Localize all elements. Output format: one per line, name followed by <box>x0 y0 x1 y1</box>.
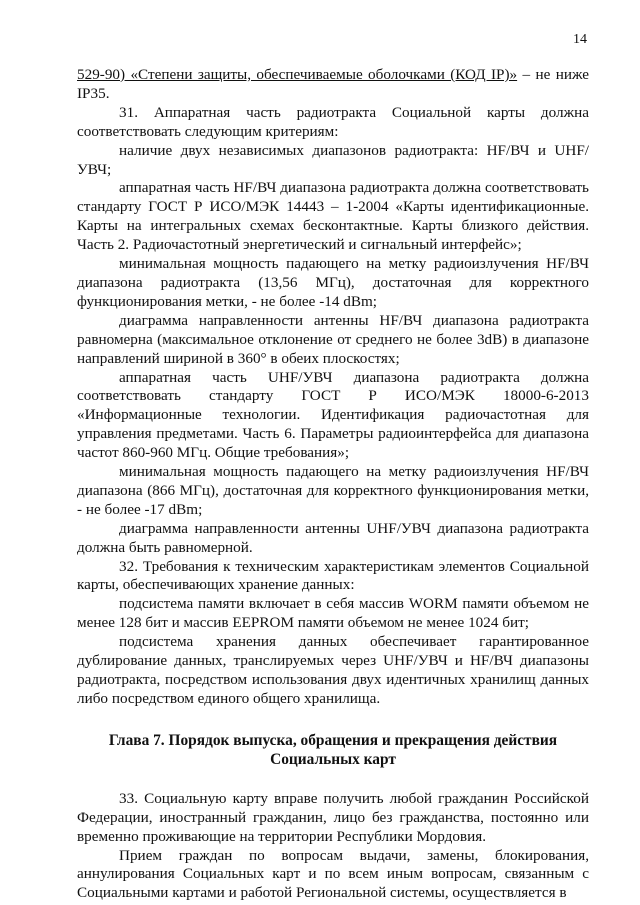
ip-rating-text: – не ниже IP35. <box>77 66 589 102</box>
clause-31-item: диаграмма направленности антенны UHF/УВЧ диапазона радиотракта должна быть равномерной. <box>77 519 589 556</box>
clause-32-item: подсистема хранения данных обеспечивает гарантированное дублирование данных, транслируемых через UHF/УВЧ и HF/ВЧ диапазоны радиотракта, посредством использования двух идентичных хранилищ данных либо посредством единого общего хранилища. <box>77 633 589 707</box>
clause-31-item: наличие двух независимых диапазонов радиотракта: HF/ВЧ и UHF/УВЧ; <box>77 141 589 178</box>
page-number: 14 <box>573 32 587 47</box>
clause-31-item: минимальная мощность падающего на метку радиоизлучения HF/ВЧ диапазона радиотракта (13,56 МГц), достаточная для корректного функционирования метки, - не более -14 dBm; <box>77 255 589 310</box>
clause-32-intro: 32. Требования к техническим характеристикам элементов Социальной карты, обеспечивающих хранение данных: <box>77 557 589 594</box>
chapter-heading: Глава 7. Порядок выпуска, обращения и прекращения действия Социальных карт <box>108 731 558 768</box>
clause-33-continuation: Прием граждан по вопросам выдачи, замены, блокирования, аннулирования Социальных карт и по всем иным вопросам, связанным с Социальными картами и работой Региональной системы, осуществляется в <box>77 846 589 902</box>
clause-33: 33. Социальную карту вправе получить любой гражданин Российской Федерации, иностранный гражданин, лицо без гражданства, постоянно или временно проживающие на территории Республики Мордовия. <box>77 789 589 845</box>
clause-31-intro: 31. Аппаратная часть радиотракта Социальной карты должна соответствовать следующим критериям: <box>77 103 589 140</box>
gost-reference-link: 529-90) «Степени защиты, обеспечиваемые оболочками (КОД IP)» <box>77 66 518 83</box>
clause-31-item: диаграмма направленности антенны HF/ВЧ диапазона радиотракта равномерна (максимальное отклонение от среднего не более 3dB) в диапазоне направлений шириной в 360° в обеих плоскостях; <box>77 311 589 367</box>
clause-31-item: минимальная мощность падающего на метку радиоизлучения HF/ВЧ диапазона (866 МГц), достаточная для корректного функционирования метки, - не более -17 dBm; <box>77 463 589 518</box>
document-body <box>77 66 589 903</box>
clause-31-item: аппаратная часть UHF/УВЧ диапазона радиотракта должна соответствовать стандарту ГОСТ Р ИСО/МЭК 18000-6-2013 «Информационные технологии. Идентификация радиочастотная для управления предметами. Часть 6. Параметры радиоинтерфейса для диапазона частот 860-960 МГц. Общие требования»; <box>77 368 589 462</box>
clause-32-item: подсистема памяти включает в себя массив WORM памяти объемом не менее 128 бит и массив EEPROM памяти объемом не менее 1024 бит; <box>77 595 589 632</box>
clause-31-item: аппаратная часть HF/ВЧ диапазона радиотракта должна соответствовать стандарту ГОСТ Р ИСО/МЭК 14443 – 1-2004 «Карты идентификационные. Карты на интегральных схемах бесконтактные. Карты близкого действия. Часть 2. Радиочастотный энергетический и сигнальный интерфейс»; <box>77 179 589 254</box>
paragraph-continuation <box>77 66 589 104</box>
